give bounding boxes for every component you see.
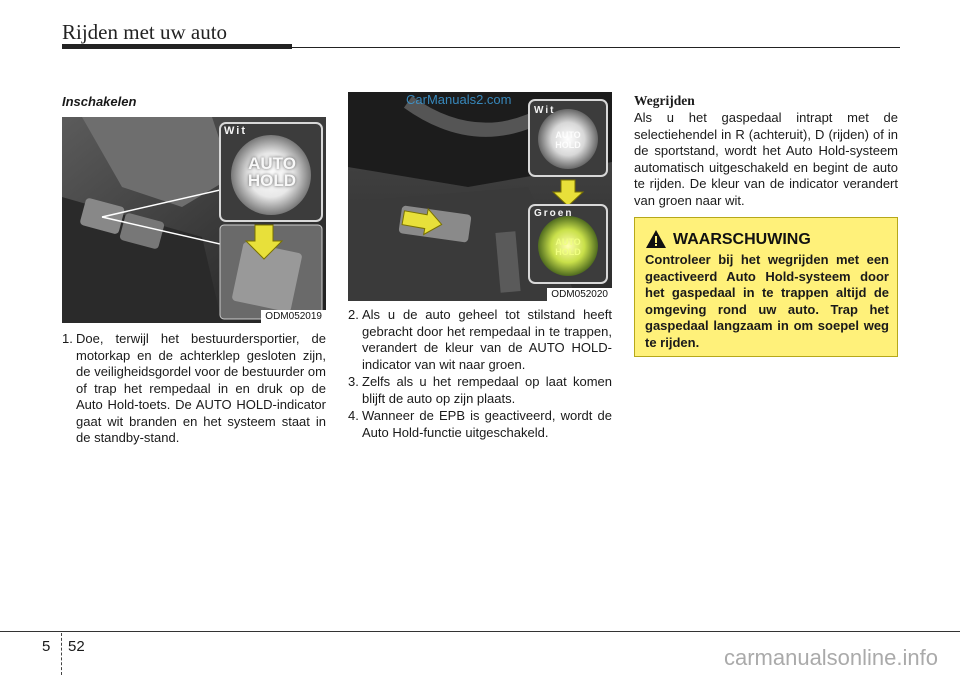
step-number: 2. (348, 307, 359, 322)
label-white: Wit (224, 125, 248, 137)
warning-box (634, 217, 898, 357)
chapter-number: 5 (42, 638, 51, 655)
footer-divider (61, 633, 62, 675)
step-text: Als u de auto geheel tot stilstand heeft gebracht door het rempedaal in te trappen, verandert de kleur van de AUTO HOLD-indicator van wit naar groen. (362, 307, 612, 372)
step-item (348, 307, 612, 373)
section-heading-wegrijden: Wegrijden (634, 93, 695, 108)
footer-line (0, 631, 960, 632)
figure-brake-pedal (348, 92, 612, 301)
watermark-top: CarManuals2.com (406, 92, 512, 107)
pedal-area-illustration (348, 92, 612, 301)
watermark-bottom: carmanualsonline.info (723, 645, 938, 670)
step-item (348, 408, 612, 441)
label-green: Groen (534, 208, 574, 219)
header-title: Rijden met uw auto (62, 20, 228, 44)
step-text: Zelfs als u het rempedaal op laat komen blijft de auto op zijn plaats. (362, 374, 612, 406)
section-heading-inschakelen: Inschakelen (62, 94, 137, 109)
label-white: Wit (534, 105, 556, 116)
autohold-line2: HOLD (555, 140, 581, 150)
autohold-indicator-text (244, 155, 300, 189)
warning-triangle-icon (645, 229, 667, 249)
figure-caption: ODM052019 (261, 310, 326, 323)
step-item (62, 331, 326, 447)
autohold-line1: AUTO (248, 154, 296, 173)
autohold-line2: HOLD (247, 171, 297, 190)
step-text: Wanneer de EPB is geactiveerd, wordt de Auto Hold-functie uitgeschakeld. (362, 408, 612, 440)
step-number: 4. (348, 408, 359, 423)
autohold-line1: AUTO (555, 130, 581, 140)
steps-middle (348, 307, 612, 442)
header-line (62, 47, 900, 48)
step-item (348, 374, 612, 407)
autohold-indicator-white (548, 130, 588, 150)
figure-auto-hold-button (62, 117, 326, 323)
wegrijden-text: Als u het gaspedaal intrapt met de selectiehendel in R (achteruit), D (rijden) of in de sportstand, wordt het Auto Hold-systeem automatisch uitgeschakeld en begint de auto te rijden. De kleur van de indicator verandert van groen naar wit. (634, 110, 898, 208)
gear-console-illustration (62, 117, 326, 323)
autohold-line1: AUTO (555, 237, 581, 247)
figure-caption: ODM052020 (547, 288, 612, 301)
warning-text: Controleer bij het wegrijden met een geactiveerd Auto Hold-systeem door het gaspedaal in te trappen altijd de omgeving rond uw auto. Trap het gaspedaal langzaam in om soepel weg te rijden. (645, 252, 889, 350)
page-number: 52 (68, 638, 85, 655)
step-text: Doe, terwijl het bestuurdersportier, de motorkap en de achterklep gesloten zijn, de veiligheidsgordel voor de bestuurder om of trap het rempedaal in en druk op de Auto Hold-toets. De AUTO HOLD-indicator gaat wit branden en het systeem staat in de standby-stand. (76, 331, 326, 445)
steps-left (62, 331, 326, 448)
step-number: 3. (348, 374, 359, 389)
autohold-indicator-green (548, 237, 588, 257)
warning-title: WAARSCHUWING (673, 231, 811, 248)
step-number: 1. (62, 331, 73, 346)
autohold-line2: HOLD (555, 247, 581, 257)
